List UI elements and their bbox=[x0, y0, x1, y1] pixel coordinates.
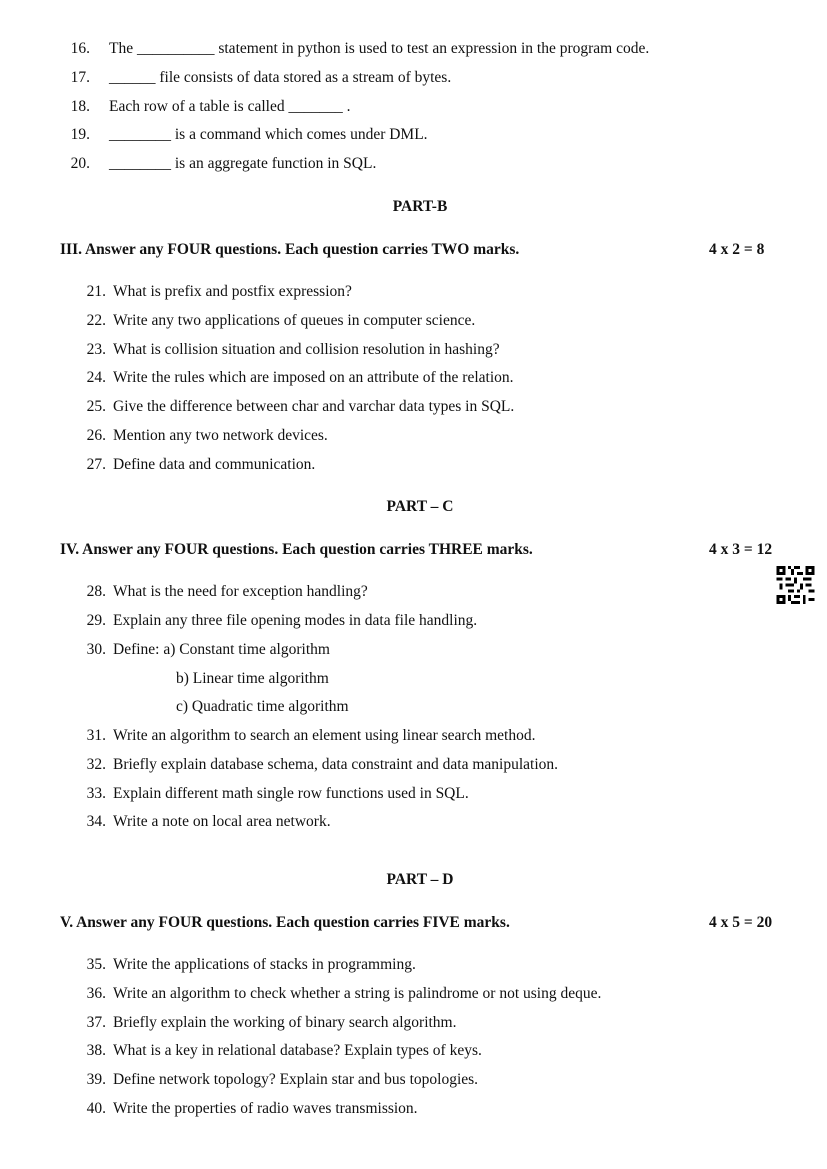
question-number: 28. bbox=[86, 583, 106, 600]
question-number: 30. bbox=[86, 641, 106, 658]
question-text: Briefly explain database schema, data constraint and data manipulation. bbox=[113, 756, 559, 773]
question-number: 40. bbox=[86, 1100, 106, 1117]
question-number: 24. bbox=[86, 369, 106, 386]
question-subpart: b) Linear time algorithm bbox=[176, 670, 329, 687]
question-number: 17. bbox=[70, 69, 90, 86]
question-number: 27. bbox=[86, 456, 106, 473]
question-text: Write a note on local area network. bbox=[113, 813, 331, 830]
question-text: Write an algorithm to check whether a string is palindrome or not using deque. bbox=[113, 985, 602, 1002]
question-number: 16. bbox=[70, 40, 90, 57]
question-text: Explain different math single row functions used in SQL. bbox=[113, 785, 469, 802]
part-b-instruction: III. Answer any FOUR questions. Each question carries TWO marks. bbox=[60, 241, 520, 258]
qr-code-icon bbox=[776, 566, 815, 604]
part-c-title: PART – C bbox=[386, 498, 454, 515]
question-number: 37. bbox=[86, 1014, 106, 1031]
question-number: 35. bbox=[86, 956, 106, 973]
question-text: What is a key in relational database? Explain types of keys. bbox=[113, 1042, 482, 1059]
question-text: Write an algorithm to search an element using linear search method. bbox=[113, 727, 536, 744]
part-d-instruction: V. Answer any FOUR questions. Each question carries FIVE marks. bbox=[60, 914, 510, 931]
part-c-instruction: IV. Answer any FOUR questions. Each question carries THREE marks. bbox=[60, 541, 533, 558]
question-number: 21. bbox=[86, 283, 106, 300]
question-text: Give the difference between char and varchar data types in SQL. bbox=[113, 398, 515, 415]
question-text: Define: a) Constant time algorithm bbox=[113, 641, 330, 658]
question-number: 23. bbox=[86, 341, 106, 358]
question-number: 18. bbox=[70, 98, 90, 115]
question-text: Define data and communication. bbox=[113, 456, 316, 473]
question-text: Write the properties of radio waves transmission. bbox=[113, 1100, 418, 1117]
part-b-title: PART-B bbox=[392, 198, 448, 215]
question-number: 34. bbox=[86, 813, 106, 830]
question-text: Mention any two network devices. bbox=[113, 427, 328, 444]
part-c-marks: 4 x 3 = 12 bbox=[709, 541, 773, 558]
question-number: 36. bbox=[86, 985, 106, 1002]
question-number: 32. bbox=[86, 756, 106, 773]
question-number: 38. bbox=[86, 1042, 106, 1059]
part-d-marks: 4 x 5 = 20 bbox=[709, 914, 773, 931]
question-number: 39. bbox=[86, 1071, 106, 1088]
part-d-title: PART – D bbox=[386, 871, 454, 888]
question-text: Write any two applications of queues in computer science. bbox=[113, 312, 476, 329]
question-number: 26. bbox=[86, 427, 106, 444]
question-number: 29. bbox=[86, 612, 106, 629]
question-text: Write the rules which are imposed on an attribute of the relation. bbox=[113, 369, 514, 386]
question-number: 22. bbox=[86, 312, 106, 329]
question-text: Define network topology? Explain star and bus topologies. bbox=[113, 1071, 479, 1088]
question-text: What is collision situation and collision resolution in hashing? bbox=[113, 341, 500, 358]
question-text: Briefly explain the working of binary search algorithm. bbox=[113, 1014, 457, 1031]
question-number: 20. bbox=[70, 155, 90, 172]
question-text: What is prefix and postfix expression? bbox=[113, 283, 352, 300]
question-text: What is the need for exception handling? bbox=[113, 583, 368, 600]
question-text: Each row of a table is called _______ . bbox=[109, 98, 351, 115]
question-text: ______ file consists of data stored as a stream of bytes. bbox=[109, 69, 452, 86]
question-text: Write the applications of stacks in programming. bbox=[113, 956, 416, 973]
question-number: 19. bbox=[70, 126, 90, 143]
part-b-marks: 4 x 2 = 8 bbox=[709, 241, 765, 258]
question-text: The __________ statement in python is used to test an expression in the program code. bbox=[109, 40, 650, 57]
question-number: 33. bbox=[86, 785, 106, 802]
question-subpart: c) Quadratic time algorithm bbox=[176, 698, 349, 715]
question-text: Explain any three file opening modes in data file handling. bbox=[113, 612, 478, 629]
question-text: ________ is a command which comes under DML. bbox=[109, 126, 428, 143]
question-number: 25. bbox=[86, 398, 106, 415]
question-text: ________ is an aggregate function in SQL. bbox=[109, 155, 377, 172]
question-number: 31. bbox=[86, 727, 106, 744]
